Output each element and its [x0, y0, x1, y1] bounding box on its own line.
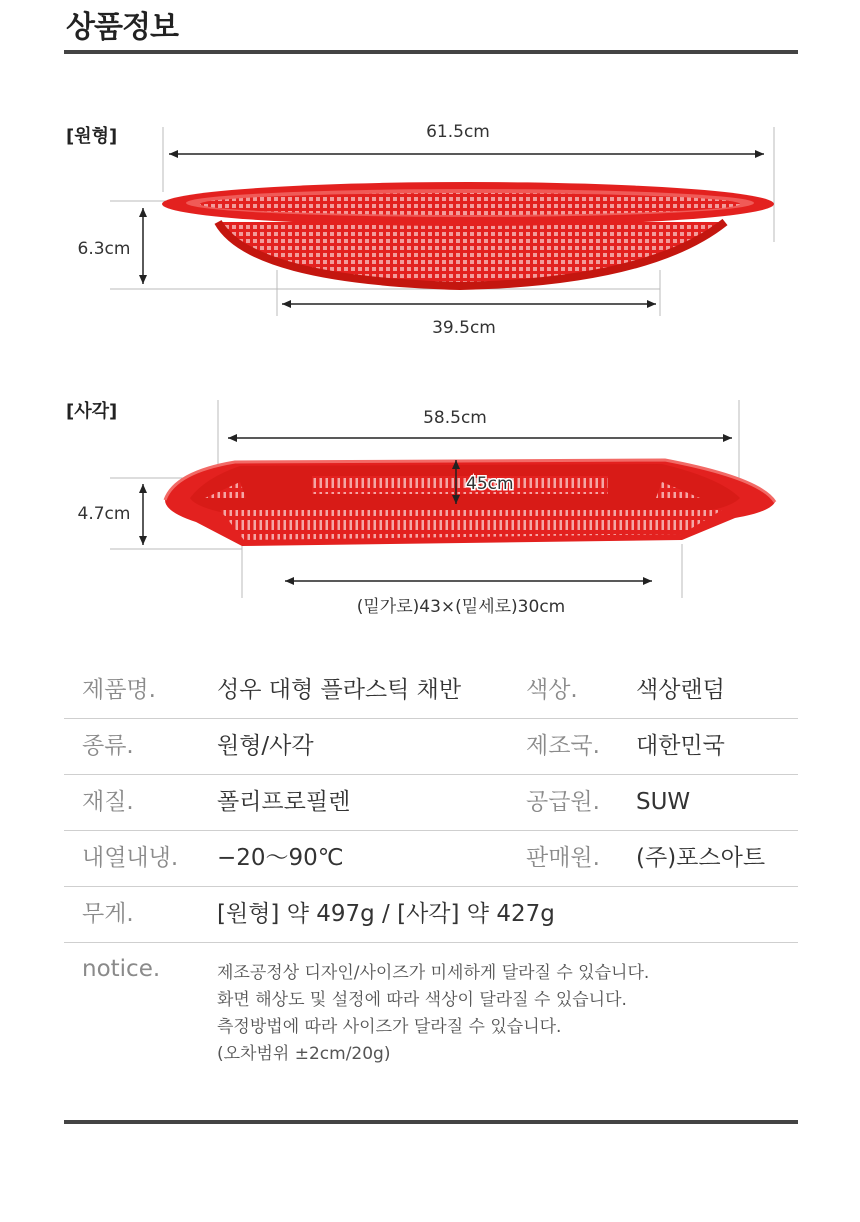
square-base-label: (밑가로)43×(밑세로)30cm [356, 597, 566, 617]
spec-row-material [64, 775, 798, 831]
spec-row-weight [64, 887, 798, 943]
spec-label-weight: 무게. [82, 901, 134, 927]
spec-value-temperature: −20～90℃ [217, 845, 344, 871]
spec-label-temperature: 내열내냉. [82, 845, 179, 871]
spec-value-product-name: 성우 대형 플라스틱 채반 [217, 677, 462, 703]
spec-value-weight: [원형] 약 497g / [사각] 약 427g [217, 901, 555, 927]
spec-value-supplier: SUW [636, 789, 691, 815]
notice-label: notice. [82, 956, 161, 982]
square-height-label: 4.7cm [77, 504, 131, 524]
notice-line: 제조공정상 디자인/사이즈가 미세하게 달라질 수 있습니다. [217, 963, 650, 983]
spec-value-seller: (주)포스아트 [636, 845, 766, 871]
square-depth-label: 45cm [466, 474, 514, 494]
notice-line: 화면 해상도 및 설정에 따라 색상이 달라질 수 있습니다. [217, 990, 627, 1010]
spec-label-product-name: 제품명. [82, 677, 156, 703]
bottom-divider [64, 1120, 798, 1124]
round-width-label: 61.5cm [426, 122, 490, 142]
spec-row-product-name [64, 663, 798, 719]
spec-label-seller: 판매원. [526, 845, 600, 871]
spec-value-origin: 대한민국 [636, 733, 725, 759]
round-basket-image [162, 182, 774, 286]
square-width-label: 58.5cm [423, 408, 487, 428]
spec-value-color: 색상랜덤 [636, 677, 725, 703]
spec-label-type: 종류. [82, 733, 134, 759]
notice-line: (오차범위 ±2cm/20g) [217, 1044, 391, 1064]
spec-table [64, 663, 798, 943]
notice-text [217, 960, 649, 1068]
spec-label-material: 재질. [82, 789, 134, 815]
round-base-label: 39.5cm [432, 318, 496, 338]
page-title: 상품정보 [66, 10, 178, 45]
square-section-label: [사각] [66, 401, 118, 422]
round-height-label: 6.3cm [77, 239, 131, 259]
spec-label-color: 색상. [526, 677, 578, 703]
spec-value-type: 원형/사각 [217, 733, 314, 759]
spec-row-temperature [64, 831, 798, 887]
spec-label-origin: 제조국. [526, 733, 600, 759]
round-section-label: [원형] [66, 126, 118, 147]
spec-label-supplier: 공급원. [526, 789, 600, 815]
spec-value-material: 폴리프로필렌 [217, 789, 351, 815]
square-basket-image [165, 460, 775, 546]
spec-row-type [64, 719, 798, 775]
notice-line: 측정방법에 따라 사이즈가 달라질 수 있습니다. [217, 1017, 562, 1037]
